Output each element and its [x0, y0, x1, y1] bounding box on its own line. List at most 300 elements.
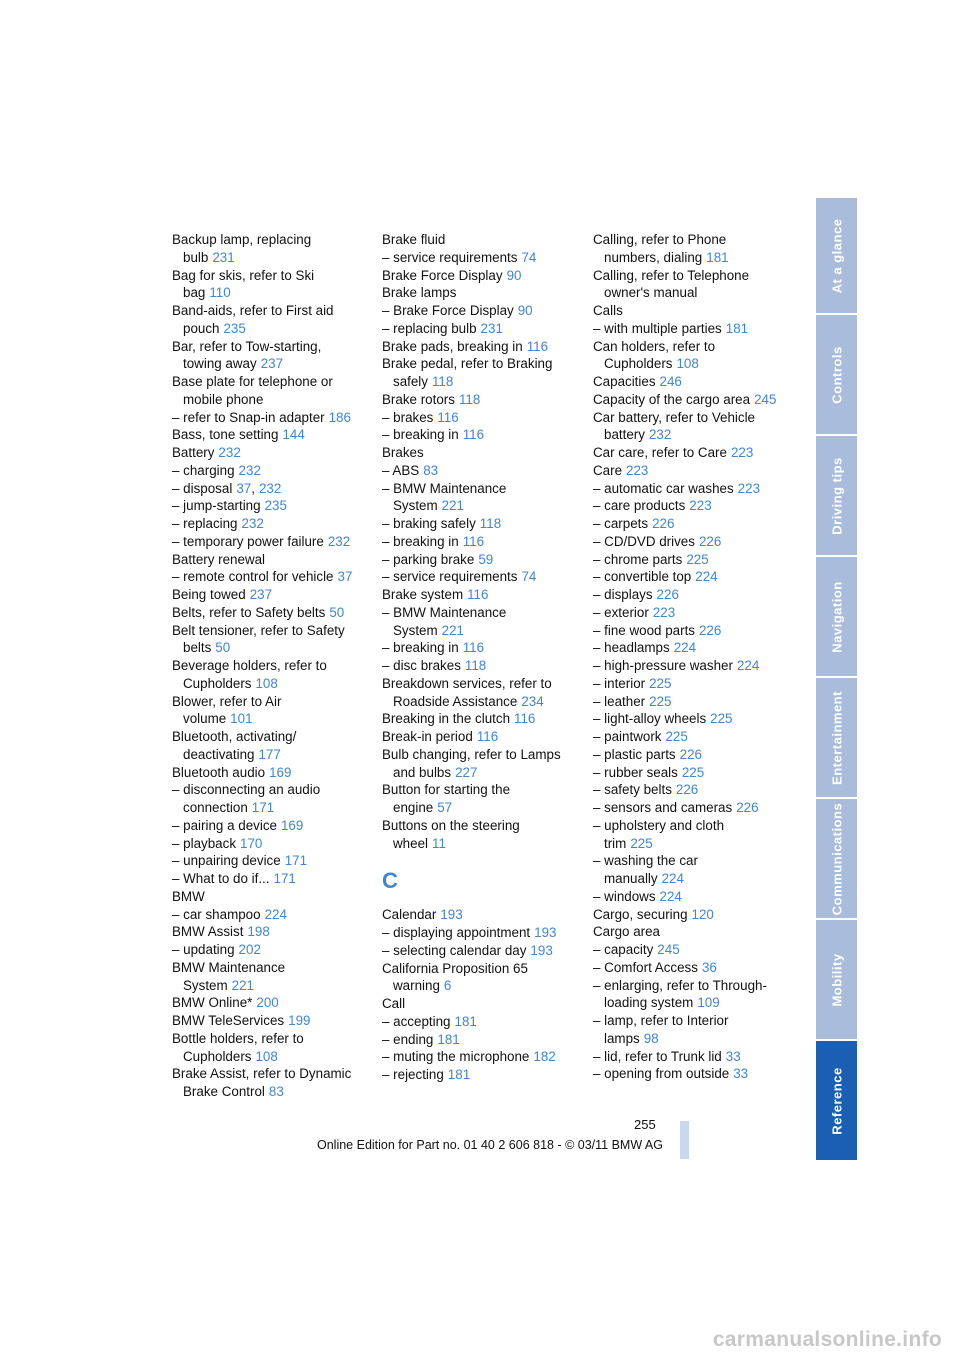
entry-text: – charging [172, 462, 235, 478]
entry-text: owner's manual [604, 285, 698, 301]
page-reference-link[interactable]: 225 [665, 729, 688, 744]
index-entry [593, 426, 789, 444]
entry-text: numbers, dialing [604, 249, 703, 265]
page-reference-link[interactable]: 90 [506, 267, 522, 283]
page-reference-link[interactable]: 225 [649, 675, 672, 691]
page-reference-link[interactable]: 193 [530, 942, 553, 958]
entry-text: deactivating [183, 746, 255, 762]
page-reference-link[interactable]: 223 [626, 462, 649, 478]
entry-text: BMW Assist [172, 924, 244, 940]
index-entry [593, 444, 789, 462]
index-entry [593, 249, 789, 267]
index-entry [172, 284, 372, 302]
index-entry [382, 728, 582, 746]
page-reference-link[interactable]: 11 [432, 835, 446, 851]
entry-text: – paintwork [593, 729, 662, 744]
index-entry [593, 852, 789, 870]
page-reference-link[interactable]: 37 [236, 480, 252, 496]
page-reference-link[interactable]: 74 [521, 569, 537, 585]
entry-text: Break-in period [382, 729, 473, 744]
entry-text: towing away [183, 356, 257, 372]
entry-text: – interior [593, 675, 646, 691]
entry-text: – selecting calendar day [382, 942, 527, 958]
tab-label: Reference [829, 1066, 844, 1135]
page-reference-link[interactable]: 224 [264, 906, 287, 922]
page-reference-link[interactable]: 226 [698, 533, 722, 549]
entry-text: – opening from outside [593, 1066, 730, 1082]
page-reference-link[interactable]: 226 [652, 516, 675, 531]
tab-label: Communications [829, 802, 844, 915]
page-reference-link[interactable]: 226 [736, 800, 759, 815]
index-entry [172, 622, 372, 640]
page-reference-link[interactable]: 83 [268, 1084, 284, 1099]
tab-label: Mobility [829, 952, 844, 1007]
tab-label: Controls [829, 345, 844, 404]
entry-text: Brakes [382, 445, 424, 460]
entry-text: Roadside Assistance [393, 693, 518, 709]
page-reference-link[interactable]: 225 [681, 764, 705, 780]
entry-text: Brake pedal, refer to Braking [382, 356, 553, 372]
index-entry [593, 391, 789, 409]
index-entry [593, 675, 789, 693]
entry-text: Belt tensioner, refer to Safety [172, 622, 345, 638]
tab-controls[interactable] [816, 315, 857, 434]
index-entry [382, 497, 582, 515]
index-entry [593, 994, 789, 1012]
page-reference-link[interactable]: 224 [661, 871, 684, 886]
index-entry [593, 888, 789, 906]
entry-text: bag [183, 285, 206, 301]
entry-text: – disconnecting an audio [172, 782, 321, 798]
entry-text: and bulbs [393, 764, 452, 780]
index-entry [382, 1031, 582, 1049]
index-entry [593, 409, 789, 427]
page-reference-link[interactable]: 227 [455, 764, 478, 780]
entry-text: Brake fluid [382, 232, 446, 247]
index-entry [382, 781, 582, 799]
index-entry [382, 338, 582, 356]
entry-text: Brake pads, breaking in [382, 338, 523, 354]
entry-text: Bottle holders, refer to [172, 1030, 304, 1046]
page-reference-link[interactable]: 57 [437, 800, 453, 815]
page-reference-link[interactable]: 116 [476, 729, 499, 744]
index-entry [593, 1048, 789, 1066]
page-reference-link[interactable]: 221 [231, 977, 254, 993]
page-reference-link[interactable]: 37 [337, 569, 353, 585]
page-reference-link[interactable]: 118 [458, 391, 481, 407]
page-reference-link[interactable]: 118 [464, 658, 487, 673]
entry-text: Care [593, 462, 623, 478]
page-reference-link[interactable]: 223 [652, 604, 676, 620]
index-entry [172, 391, 372, 409]
page-reference-link[interactable]: 116 [462, 533, 485, 549]
page-reference-link[interactable]: 171 [251, 800, 275, 815]
page-reference-link[interactable]: 171 [273, 871, 296, 886]
index-entry [172, 959, 372, 977]
tab-label: At a glance [829, 218, 844, 293]
index-entry [382, 551, 582, 569]
page-reference-link[interactable]: 225 [686, 551, 709, 567]
entry-text: – unpairing device [172, 853, 281, 869]
page-reference-link[interactable]: 101 [230, 711, 253, 727]
watermark: carmanualsonline.info [712, 1328, 942, 1351]
page-reference-link[interactable]: 226 [679, 746, 702, 762]
entry-text: safely [393, 374, 428, 389]
entry-text: Car care, refer to Care [593, 445, 727, 460]
index-entry [593, 480, 789, 498]
entry-text: Bulb changing, refer to Lamps [382, 746, 561, 762]
entry-text: Bluetooth, activating/ [172, 729, 297, 744]
page-reference-link[interactable]: 177 [258, 746, 281, 762]
entry-text: System [393, 498, 438, 514]
page-reference-link[interactable]: 224 [673, 640, 697, 656]
index-entry [593, 799, 789, 817]
entry-text: Backup lamp, replacing [172, 232, 312, 247]
entry-text: – brakes [382, 409, 434, 425]
entry-text: Calendar [382, 907, 437, 923]
entry-text: – Comfort Access [593, 959, 698, 975]
page-reference-link[interactable]: 36 [701, 959, 717, 975]
page-reference-link[interactable]: 232 [241, 516, 264, 531]
entry-text: – pairing a device [172, 817, 277, 833]
page-reference-link[interactable]: 200 [256, 995, 279, 1011]
index-entry [593, 533, 789, 551]
page-reference-link[interactable]: 232 [648, 427, 672, 443]
entry-text: warning [393, 978, 440, 994]
page-reference-link[interactable]: 108 [676, 356, 699, 372]
index-entry [172, 1083, 372, 1101]
entry-text: – braking safely [382, 516, 476, 531]
entry-text: Bass, tone setting [172, 427, 279, 443]
entry-text: Calling, refer to Telephone [593, 267, 750, 283]
page-reference-link[interactable]: 232 [238, 462, 261, 478]
index-entry [172, 852, 372, 870]
page-reference-link[interactable]: 116 [462, 427, 485, 443]
tab-label: Entertainment [829, 690, 844, 785]
page-number: 255 [634, 1117, 656, 1132]
page-reference-link[interactable]: 181 [725, 320, 749, 336]
index-column-2 [382, 231, 582, 1084]
page-reference-link[interactable]: 226 [698, 622, 722, 638]
entry-text: manually [604, 871, 658, 886]
page-reference-link[interactable]: 109 [697, 995, 720, 1011]
index-entry [382, 960, 582, 978]
index-entry [593, 373, 789, 391]
page-reference-link[interactable]: 170 [240, 835, 263, 851]
page-reference-link[interactable]: 225 [630, 835, 653, 851]
page-reference-link[interactable]: 221 [441, 622, 464, 638]
page-reference-link[interactable]: 169 [269, 764, 292, 780]
entry-text: connection [183, 800, 248, 815]
page-reference-link[interactable]: 245 [657, 942, 680, 957]
index-entry [172, 888, 372, 906]
index-entry [172, 1030, 372, 1048]
index-entry [172, 764, 372, 782]
index-entry [382, 267, 582, 285]
index-entry [382, 462, 582, 480]
entry-text: – upholstery and cloth [593, 817, 725, 833]
page-reference-link[interactable]: 231 [212, 249, 235, 265]
index-column-3 [593, 231, 789, 1083]
page-reference-link[interactable]: 181 [454, 1013, 477, 1029]
page-reference-link[interactable]: 235 [223, 320, 246, 336]
entry-text: Brake system [382, 587, 464, 602]
page-reference-link[interactable]: 225 [649, 693, 672, 709]
page-reference-link[interactable]: 224 [736, 658, 760, 673]
index-entry [172, 710, 372, 728]
entry-text: – fine wood parts [593, 622, 695, 638]
index-entry [172, 1012, 372, 1030]
index-entry [382, 480, 582, 498]
page-reference-link[interactable]: 59 [478, 551, 494, 567]
page-reference-link[interactable]: 223 [730, 445, 754, 460]
entry-text: – plastic parts [593, 746, 676, 762]
entry-text: BMW Online* [172, 995, 253, 1011]
page-reference-link[interactable]: 108 [255, 1048, 278, 1064]
index-entry: – disposal 37, 232 [172, 480, 282, 496]
page-reference-link[interactable]: 116 [514, 711, 536, 727]
entry-text: Being towed [172, 587, 246, 602]
index-entry [382, 586, 582, 604]
page-reference-link[interactable]: 181 [447, 1067, 471, 1082]
tab-entertainment[interactable] [816, 678, 857, 797]
page-reference-link[interactable]: 245 [754, 391, 777, 407]
page-reference-link[interactable]: 182 [533, 1049, 556, 1065]
entry-text: – high-pressure washer [593, 658, 733, 673]
index-entry [593, 586, 789, 604]
entry-text: – exterior [593, 604, 649, 620]
page-reference-link[interactable]: 193 [440, 907, 463, 923]
index-entry [593, 923, 789, 941]
page-reference-link[interactable]: 116 [437, 409, 459, 425]
index-entry [382, 409, 582, 427]
page-reference-link[interactable]: 116 [462, 640, 485, 656]
index-entry [593, 515, 789, 533]
page-reference-link[interactable]: 6 [443, 978, 452, 994]
section-letter: C [382, 868, 398, 894]
entry-text: Cupholders [183, 675, 252, 691]
index-entry [593, 497, 789, 515]
index-entry [172, 551, 372, 569]
entry-text: – car shampoo [172, 906, 261, 922]
entry-text: Cupholders [183, 1048, 252, 1064]
page-reference-link[interactable]: 186 [328, 409, 351, 425]
index-entry [382, 675, 582, 693]
page-reference-link[interactable]: 231 [480, 320, 503, 336]
index-entry [172, 1048, 372, 1066]
page-reference-link[interactable]: 50 [329, 604, 345, 620]
index-entry [382, 533, 582, 551]
index-entry [172, 373, 372, 391]
entry-text: – disc brakes [382, 658, 461, 673]
page-reference-link[interactable]: 83 [423, 462, 439, 478]
page-reference-link[interactable]: 202 [238, 942, 261, 957]
tab-driving-tips[interactable] [816, 436, 857, 555]
page-reference-link[interactable]: 226 [675, 782, 699, 798]
entry-text: – CD/DVD drives [593, 533, 695, 549]
page-reference-link[interactable]: 33 [725, 1048, 741, 1064]
index-entry [593, 906, 789, 924]
page-reference-link[interactable]: 246 [659, 374, 682, 389]
page-reference-link[interactable]: 193 [534, 925, 557, 940]
tab-navigation[interactable] [816, 557, 857, 676]
entry-text: Buttons on the steering [382, 817, 520, 833]
index-entry [593, 781, 789, 799]
index-entry [382, 1013, 582, 1031]
page-reference-link[interactable]: 223 [689, 498, 712, 514]
entry-text: Blower, refer to Air [172, 693, 282, 709]
page-reference-link[interactable]: 181 [706, 249, 729, 265]
page-reference-link[interactable]: 199 [288, 1013, 311, 1028]
entry-text: – care products [593, 498, 686, 514]
entry-text: – service requirements [382, 569, 518, 585]
index-entry [382, 515, 582, 533]
entry-text: – remote control for vehicle [172, 569, 334, 585]
page-reference-link[interactable]: 110 [209, 285, 231, 301]
page-reference-link[interactable]: 169 [280, 817, 304, 833]
tab-label: Navigation [829, 580, 844, 653]
entry-text: Battery renewal [172, 551, 266, 567]
footer-text: Online Edition for Part no. 01 40 2 606 818 - © 03/11 BMW AG [317, 1138, 663, 1152]
page-reference-link[interactable]: 116 [467, 587, 489, 602]
index-entry [593, 941, 789, 959]
entry-text: – What to do if... [172, 871, 270, 886]
page-reference-link[interactable]: 74 [521, 249, 537, 265]
page-reference-link[interactable]: 232 [327, 533, 351, 549]
entry-text: pouch [183, 320, 220, 336]
page-reference-link[interactable]: 33 [733, 1066, 749, 1082]
index-entry [172, 675, 372, 693]
entry-text: battery [604, 427, 645, 443]
index-entry [172, 746, 372, 764]
index-entry [382, 444, 582, 462]
index-entry [593, 284, 789, 302]
entry-text: – displays [593, 587, 653, 602]
index-entry [172, 657, 372, 675]
page-reference-link[interactable]: 237 [260, 356, 284, 372]
index-entry [382, 568, 582, 586]
index-entry [382, 622, 582, 640]
index-entry [172, 515, 372, 533]
page-reference-link[interactable]: 224 [659, 888, 682, 904]
index-entry [593, 959, 789, 977]
page-reference-link[interactable]: 118 [431, 374, 454, 389]
tab-mobility[interactable] [816, 920, 857, 1039]
entry-text: Button for starting the [382, 782, 511, 798]
entry-text: Bag for skis, refer to Ski [172, 267, 315, 283]
page-reference-link[interactable]: 118 [479, 516, 502, 531]
page-reference-link[interactable]: 98 [643, 1030, 659, 1046]
page-reference-link[interactable]: 116 [526, 338, 549, 354]
index-entry [382, 764, 582, 782]
index-entry [593, 977, 789, 995]
page-reference-link[interactable]: 232 [218, 445, 241, 460]
index-entry [382, 995, 582, 1013]
entry-text: lamps [604, 1030, 640, 1046]
page-reference-link[interactable]: 198 [247, 924, 270, 940]
entry-text: Calls [593, 303, 623, 318]
index-entry [382, 817, 582, 835]
entry-text: Battery [172, 445, 215, 460]
index-entry [382, 391, 582, 409]
index-entry [593, 728, 789, 746]
index-entry [172, 249, 372, 267]
tab-label: Driving tips [829, 456, 844, 535]
index-entry [593, 657, 789, 675]
page-reference-link[interactable]: 232 [258, 480, 282, 496]
index-entry [382, 977, 582, 995]
index-entry [172, 923, 372, 941]
index-entry [593, 817, 789, 835]
index-entry [593, 746, 789, 764]
index-entry [593, 870, 789, 888]
entry-text: BMW TeleServices [172, 1013, 285, 1028]
entry-text: Bluetooth audio [172, 764, 266, 780]
entry-text: – BMW Maintenance [382, 604, 507, 620]
page-reference-link[interactable]: 108 [255, 675, 278, 691]
page-reference-link[interactable]: 237 [249, 587, 273, 602]
page-reference-link[interactable]: 226 [656, 587, 679, 602]
entry-text: – updating [172, 942, 235, 957]
entry-text: – parking brake [382, 551, 475, 567]
entry-text: – enlarging, refer to Through- [593, 977, 767, 993]
index-entry [382, 1048, 582, 1066]
index-column-1 [172, 231, 372, 1101]
entry-text: – jump-starting [172, 498, 261, 514]
page-reference-link[interactable]: 120 [691, 906, 714, 922]
entry-text: California Proposition 65 [382, 960, 528, 976]
entry-text: Brake Assist, refer to Dynamic [172, 1066, 352, 1082]
page-reference-link[interactable]: 224 [695, 569, 718, 585]
page-reference-link[interactable]: 235 [264, 498, 287, 514]
entry-text: – breaking in [382, 533, 459, 549]
page-reference-link[interactable]: 144 [282, 427, 305, 443]
entry-text: – breaking in [382, 640, 459, 656]
tab-at-a-glance[interactable] [816, 198, 857, 313]
entry-text: belts [183, 640, 212, 656]
page-reference-link[interactable]: 225 [710, 711, 733, 727]
entry-text: engine [393, 800, 434, 815]
entry-text: – temporary power failure [172, 533, 324, 549]
entry-text: – ending [382, 1031, 434, 1047]
page-reference-link[interactable]: 181 [437, 1031, 460, 1047]
page-reference-link[interactable]: 171 [284, 853, 308, 869]
index-entry [593, 462, 789, 480]
page-reference-link[interactable]: 90 [517, 303, 533, 318]
page-reference-link[interactable]: 234 [521, 693, 544, 709]
index-entry [382, 426, 582, 444]
tab-communications[interactable] [816, 799, 857, 918]
page-reference-link[interactable]: 50 [215, 640, 231, 656]
entry-text: – washing the car [593, 853, 698, 869]
index-entry [172, 409, 372, 427]
entry-text: System [183, 977, 228, 993]
index-entry [382, 639, 582, 657]
index-entry [172, 231, 372, 249]
page-reference-link[interactable]: 223 [737, 480, 761, 496]
entry-text: Brake Force Display [382, 267, 503, 283]
page-reference-link[interactable]: 221 [441, 498, 464, 514]
index-entry [172, 604, 372, 622]
entry-text: BMW Maintenance [172, 959, 286, 975]
entry-text: Car battery, refer to Vehicle [593, 409, 756, 425]
index-entry [382, 746, 582, 764]
index-entry [172, 835, 372, 853]
index-entry [593, 231, 789, 249]
index-entry [593, 835, 789, 853]
index-entry [382, 835, 582, 853]
entry-text: Capacities [593, 374, 656, 389]
